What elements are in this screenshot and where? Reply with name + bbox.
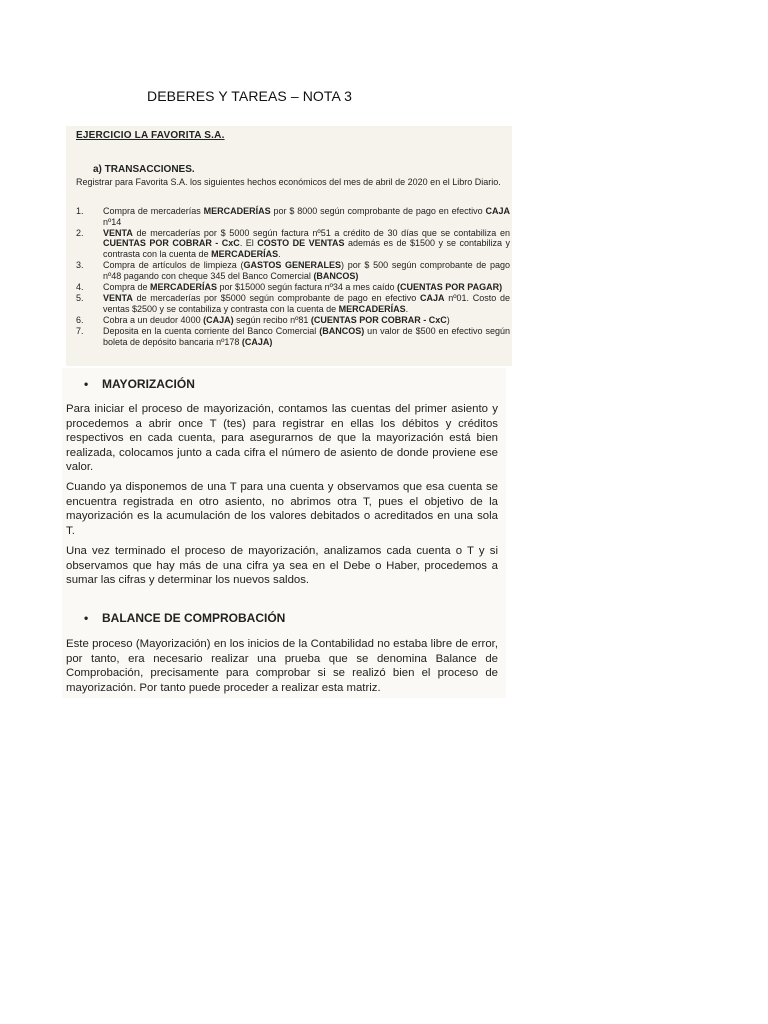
- transaction-account: COSTO DE VENTAS: [257, 238, 345, 249]
- transaction-text: Cobra a un deudor 4000: [103, 314, 204, 325]
- transaction-number: 5.: [76, 293, 84, 304]
- transactions-subtitle: a) TRANSACCIONES.: [93, 164, 195, 175]
- transaction-account: CUENTAS POR COBRAR - CxC: [103, 238, 240, 249]
- transaction-account: CAJA: [485, 206, 510, 216]
- transaction-number: 4.: [76, 281, 84, 292]
- transaction-number: 1.: [76, 206, 84, 216]
- mayorizacion-heading-text: MAYORIZACIÓN: [102, 377, 195, 391]
- transaction-account: GASTOS GENERALES: [243, 260, 342, 271]
- transaction-text: de mercaderías por $ 5000 según factura nº51 a crédito de 30 días que se contabiliza en: [132, 227, 510, 238]
- transaction-item: [76, 293, 510, 314]
- transaction-item: [76, 260, 510, 281]
- transaction-account: (CAJA): [241, 336, 273, 347]
- transaction-text: Deposita en la cuenta corriente del Banco Comercial: [103, 326, 320, 337]
- transaction-account: (BANCOS): [313, 270, 359, 281]
- transaction-account: (CAJA): [203, 314, 234, 325]
- scanned-exercise-block: [66, 126, 512, 366]
- transaction-text: .: [405, 303, 409, 314]
- transaction-text: .: [278, 248, 281, 259]
- transaction-item: [76, 228, 510, 260]
- transaction-account: MERCADERÍAS: [211, 248, 279, 259]
- transaction-account: CAJA: [419, 293, 445, 304]
- scanned-theory-block: [62, 368, 506, 698]
- transaction-text: Compra de mercaderías: [103, 206, 204, 216]
- mayorizacion-heading: [84, 377, 195, 391]
- transaction-text: según recibo nº81: [233, 314, 311, 325]
- transaction-text: un valor de $500 en efectivo según boleta de depósito bancaria nº178: [103, 326, 510, 347]
- transaction-text: de mercaderías por $5000 según comprobante de pago en efectivo: [132, 293, 420, 304]
- balance-heading: [84, 611, 285, 625]
- transaction-account: MERCADERÍAS: [338, 303, 406, 314]
- transaction-text: ) por $ 500 según comprobante de pago nº48 pagando con cheque 345 del Banco Comercial: [103, 260, 510, 281]
- transaction-number: 3.: [76, 260, 84, 271]
- exercise-intro: Registrar para Favorita S.A. los siguientes hechos económicos del mes de abril de 2020 en el Libro Diario.: [76, 177, 501, 187]
- transaction-account: MERCADERÍAS: [150, 281, 218, 292]
- transaction-number: 6.: [76, 314, 84, 325]
- mayorizacion-paragraph-2: Cuando ya disponemos de una T para una cuenta y observamos que esa cuenta se encuentra registrada en otro asiento, no abrimos otra T, pues el objetivo de la mayorización es la acumulación de los valores debitados o acreditados en una sola T.: [66, 481, 498, 537]
- balance-paragraph: Este proceso (Mayorización) en los inicios de la Contabilidad no estaba libre de error, por tanto, era necesario realizar una prueba que se denomina Balance de Comprobación, precisamente para comprobar si se realizó bien el proceso de mayorización. Por tanto puede proceder a realizar esta matriz.: [66, 638, 498, 694]
- transaction-text: Compra de: [103, 281, 151, 292]
- mayorizacion-paragraph-3: Una vez terminado el proceso de mayorización, analizamos cada cuenta o T y si observamos que hay más de una cifra ya sea en el Debe o Haber, procedemos a sumar las cifras y determinar los nuevos saldos.: [66, 545, 498, 587]
- transaction-account: VENTA: [103, 227, 133, 238]
- transaction-text: por $ 8000 según comprobante de pago en efectivo: [270, 206, 486, 216]
- transaction-number: 7.: [76, 326, 84, 337]
- bullet-icon: •: [84, 611, 89, 625]
- transaction-item: [76, 326, 510, 347]
- transaction-item: [76, 206, 510, 227]
- bullet-icon: •: [84, 377, 89, 391]
- transaction-account: VENTA: [103, 293, 133, 304]
- transaction-text: nº14: [103, 216, 122, 227]
- exercise-title: EJERCICIO LA FAVORITA S.A.: [76, 130, 225, 141]
- transaction-text: además es de $1500 y se contabiliza y contrasta con la cuenta de: [103, 238, 510, 259]
- transaction-item: [76, 282, 510, 293]
- mayorizacion-paragraph-1: Para iniciar el proceso de mayorización, contamos las cuentas del primer asiento y procedemos a abrir once T (tes) para registrar en ellas los débitos y créditos respectivos en cada cuenta, para asegurarnos de que la mayorización está bien realizada, colocamos junto a cada cifra el número de asiento de donde proviene ese valor.: [66, 403, 498, 474]
- transaction-text: ): [446, 314, 450, 325]
- page-title: DEBERES Y TAREAS – NOTA 3: [147, 88, 353, 104]
- transaction-account: (CUENTAS POR COBRAR - CxC: [310, 314, 447, 325]
- transaction-account: MERCADERÍAS: [203, 206, 271, 216]
- transaction-number: 2.: [76, 227, 84, 238]
- transaction-text: . El: [239, 238, 258, 249]
- transaction-text: nº01. Costo de ventas $2500 y se contabiliza y contrasta con la cuenta de: [103, 293, 510, 314]
- transactions-list: [76, 206, 510, 348]
- transaction-account: (CUENTAS POR PAGAR): [396, 281, 503, 292]
- transaction-item: [76, 315, 510, 326]
- transaction-text: por $15000 según factura nº34 a mes caído: [217, 281, 397, 292]
- balance-heading-text: BALANCE DE COMPROBACIÓN: [102, 611, 286, 625]
- transaction-account: (BANCOS): [319, 326, 365, 337]
- transaction-text: Compra de artículos de limpieza (: [103, 260, 244, 271]
